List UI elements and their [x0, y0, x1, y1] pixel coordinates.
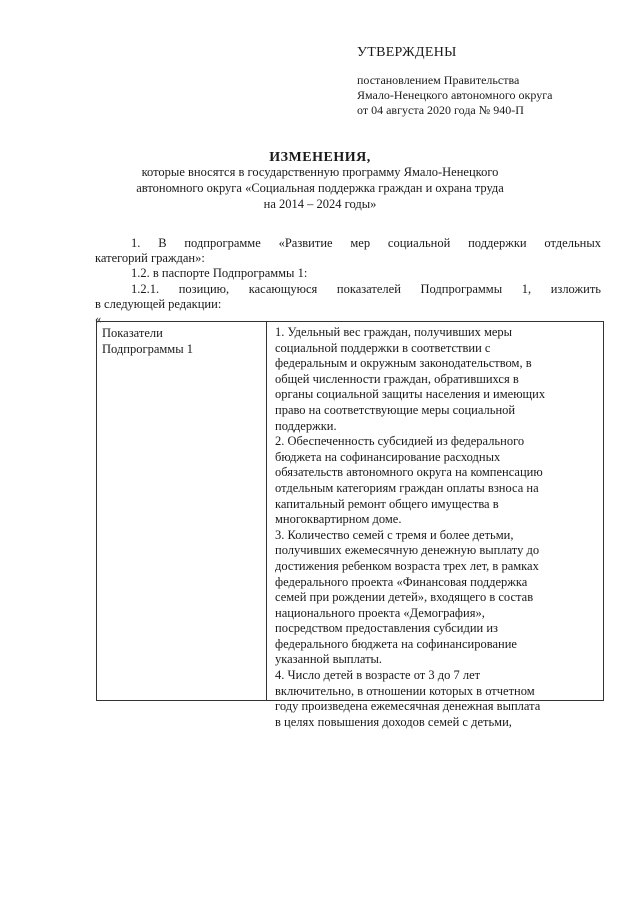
indicator-line: указанной выплаты. [275, 652, 383, 667]
resolution-line: Ямало-Ненецкого автономного округа [357, 88, 553, 102]
indicator-line: многоквартирном доме. [275, 512, 402, 527]
label-line: Показатели [102, 326, 163, 340]
indicator-line: 3. Количество семей с тремя и более детьми, [275, 527, 514, 542]
subheading-line: на 2014 – 2024 годы» [263, 197, 377, 211]
opening-quote: « [95, 312, 102, 326]
indicators-table [96, 321, 604, 729]
indicator-line: федерального проекта «Финансовая поддержка [275, 574, 528, 589]
indicator-line: включительно, в отношении которых в отчетном [275, 683, 535, 698]
indicator-line: бюджета на софинансирование расходных [275, 449, 501, 464]
document-subheading [95, 164, 545, 212]
column-divider [266, 322, 267, 700]
indicator-line: получивших ежемесячную денежную выплату до [275, 543, 540, 558]
indicator-line: социальной поддержки в соответствии с [275, 340, 491, 355]
resolution-line: постановлением Правительства [357, 73, 520, 87]
paragraph-1-2: 1.2. в паспорте Подпрограммы 1: [131, 266, 308, 280]
indicator-label-cell [102, 325, 262, 357]
indicator-line: году произведена ежемесячная денежная выплата [275, 699, 541, 714]
indicator-line: федерального бюджета на софинансирование [275, 636, 517, 651]
indicator-line: 4. Число детей в возрасте от 3 до 7 лет [275, 668, 481, 683]
label-line: Подпрограммы 1 [102, 342, 193, 356]
indicator-line: капитальный ремонт общего имущества в [275, 496, 499, 511]
indicator-values-cell [275, 325, 601, 730]
indicator-line: семей при рождении детей», входящего в состав [275, 590, 534, 605]
indicator-line: органы социальной защиты населения и имеющих [275, 387, 546, 402]
paragraph-line: категорий граждан»: [95, 251, 205, 265]
indicator-line: достижения ребенком возраста трех лет, в рамках [275, 558, 539, 573]
indicator-line: национального проекта «Демография», [275, 605, 485, 620]
indicator-line: 2. Обеспеченность субсидией из федерального [275, 434, 525, 449]
indicator-line: право на соответствующие меры социальной [275, 402, 516, 417]
resolution-line: от 04 августа 2020 года № 940-П [357, 103, 524, 117]
indicator-line: федеральным и окружным законодательством, в [275, 356, 532, 371]
indicator-line: 1. Удельный вес граждан, получивших меры [275, 325, 513, 339]
paragraph-1-2-1 [95, 282, 601, 312]
document-heading: ИЗМЕНЕНИЯ, [269, 150, 371, 165]
indicator-line: посредством предоставления субсидии из [275, 621, 498, 636]
indicator-line: общей численности граждан, обратившихся в [275, 371, 519, 386]
subheading-line: автономного округа «Социальная поддержка граждан и охрана труда [136, 181, 504, 195]
paragraph-1 [95, 236, 601, 266]
subheading-line: которые вносятся в государственную программу Ямало-Ненецкого [141, 165, 499, 179]
indicator-line: обязательств автономного округа на компенсацию [275, 465, 543, 480]
approval-stamp: УТВЕРЖДЕНЫ [357, 45, 457, 60]
indicator-line: в целях повышения доходов семей с детьми, [275, 714, 512, 729]
paragraph-line: в следующей редакции: [95, 297, 222, 311]
paragraph-line: 1. В подпрограмме «Развитие мер социальной поддержки отдельных [131, 236, 601, 250]
paragraph-line: 1.2.1. позицию, касающуюся показателей Подпрограммы 1, изложить [131, 282, 601, 296]
resolution-reference [357, 73, 552, 118]
indicator-line: поддержки. [275, 418, 337, 433]
indicator-line: отдельным категориям граждан оплаты взноса на [275, 480, 539, 495]
